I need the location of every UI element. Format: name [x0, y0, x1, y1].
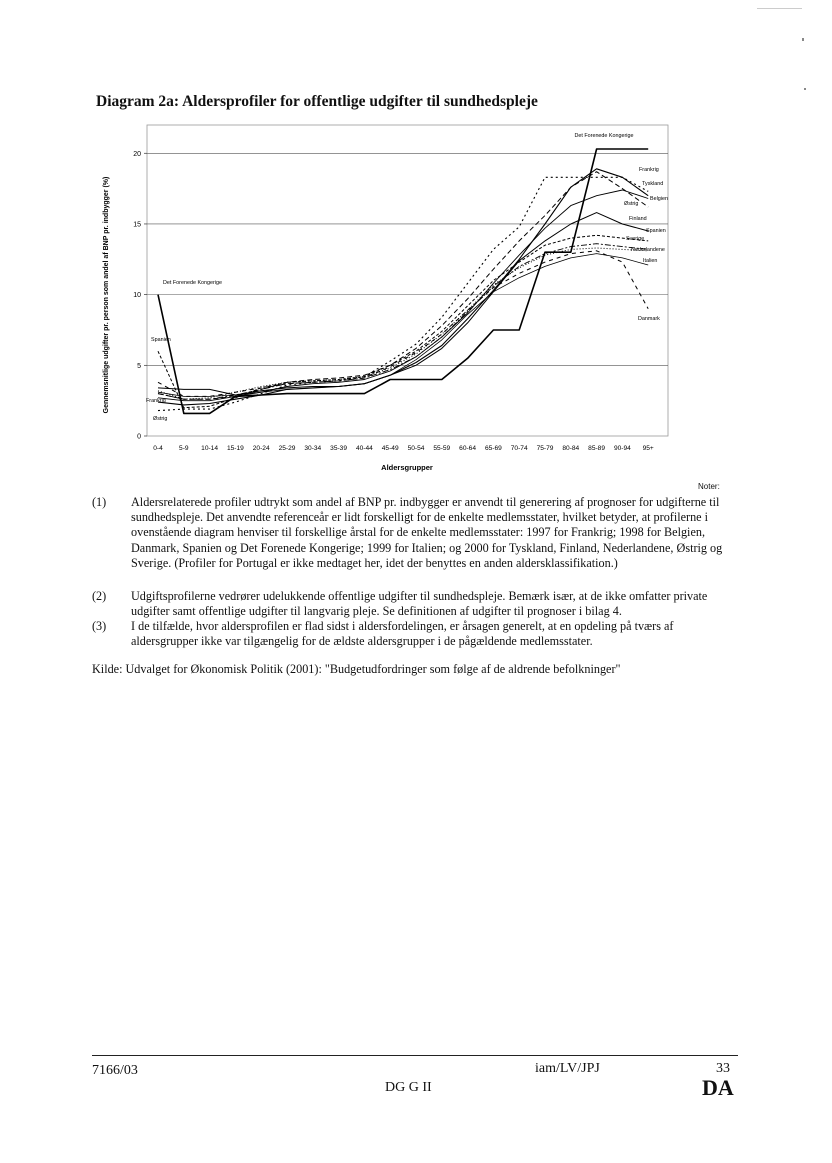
series-label: Det Forenede Kongerige	[163, 280, 223, 286]
page-number: 33	[716, 1061, 730, 1076]
series-label: Danmark	[638, 316, 660, 322]
series-layer	[158, 149, 648, 413]
series-label: Sverige	[626, 236, 645, 242]
x-axis-label: Aldersgrupper	[381, 463, 433, 472]
series-line-østrig	[158, 177, 648, 410]
note-number: (3)	[92, 619, 107, 633]
age-profile-chart	[0, 0, 832, 480]
chart-frame	[147, 125, 668, 436]
x-tick-label: 50-54	[407, 445, 425, 452]
y-tick-label: 0	[137, 433, 141, 441]
series-label: Italien	[643, 258, 658, 264]
x-tick-label: 35-39	[330, 445, 348, 452]
x-tick-label: 15-19	[226, 445, 244, 452]
x-tick-label: 25-29	[278, 445, 296, 452]
document-number: 7166/03	[92, 1063, 138, 1078]
x-tick-label: 10-14	[201, 445, 219, 452]
scan-mark	[757, 8, 802, 9]
grid-layer	[147, 153, 668, 365]
y-tick-labels	[133, 151, 147, 441]
y-axis-label: Gennemsnitlige udgifter pr. person som andel af BNP pr. indbygger (%)	[103, 176, 110, 414]
author-initials: iam/LV/JPJ	[535, 1061, 600, 1076]
y-tick-label: 15	[133, 221, 141, 229]
x-tick-label: 85-89	[588, 445, 606, 452]
notes-header: Noter:	[698, 482, 720, 491]
y-tick-label: 5	[137, 362, 141, 370]
x-tick-label: 5-9	[179, 445, 189, 452]
x-tick-label: 65-69	[484, 445, 502, 452]
series-line-nederlandene	[158, 248, 648, 399]
x-tick-label: 0-4	[153, 445, 163, 452]
note-text: Udgiftsprofilerne vedrører udelukkende offentlige udgifter til sundhedspleje. Bemærk især, at de ikke omfatter private udgifter samt offentlige udgifter til langvarig pleje. Se definitionen af udgifter til prognoser i bilag 4.	[131, 589, 708, 619]
source-line: Kilde: Udvalget for Økonomisk Politik (2001): "Budgetudfordringer som følge af de aldrende befolkninger"	[92, 662, 621, 676]
footer-divider	[92, 1055, 738, 1056]
series-line-danmark	[158, 251, 648, 397]
series-label: Frankrig	[639, 167, 659, 173]
x-tick-label: 90-94	[613, 445, 631, 452]
series-label: Østrig	[153, 416, 168, 422]
x-tick-label: 70-74	[510, 445, 528, 452]
series-line-italien	[158, 254, 648, 397]
language-code: DA	[702, 1075, 734, 1100]
x-tick-label: 20-24	[252, 445, 270, 452]
department: DG G II	[385, 1080, 432, 1095]
series-line-det-forenede-kongerige	[158, 149, 648, 413]
x-tick-label: 80-84	[562, 445, 580, 452]
series-label: Det Forenede Kongerige	[574, 133, 634, 139]
x-tick-label: 60-64	[459, 445, 477, 452]
x-tick-label: 75-79	[536, 445, 554, 452]
note-text: I de tilfælde, hvor aldersprofilen er flad sidst i aldersfordelingen, er årsagen generelt, at en opdeling på tværs af aldersgrupper ikke var tilgængelig for de ældste aldersgrupper i de pågældende medlemsstater.	[131, 619, 674, 649]
x-tick-labels	[153, 445, 654, 452]
x-tick-label: 55-59	[433, 445, 451, 452]
y-tick-label: 10	[133, 292, 141, 300]
series-label: Nederlandene	[631, 247, 665, 253]
scan-mark	[802, 38, 804, 41]
y-tick-label: 20	[133, 150, 141, 158]
note-text: Aldersrelaterede profiler udtrykt som andel af BNP pr. indbygger er anvendt til generering af prognoser for udgifterne til sundhedspleje. Det anvendte referenceår er lidt forskelligt for de enkelte medlemsstater, hvilket betyder, at profilerne i ovenstående diagram henviser til forskellige årstal for de enkelte medlemsstater: 1997 for Frankrig; 1998 for Belgien, Danmark, Spanien og Det Forenede Kongerige; 1999 for Italien; og 2000 for Tyskland, Finland, Nederlandene, Østrig og Sverige. (Profiler for Portugal er ikke medtaget her, idet der benyttes en anden aldersklassifikation.)	[131, 495, 723, 570]
series-label: Spanien	[151, 337, 171, 343]
series-label: Tyskland	[642, 181, 664, 187]
series-line-spanien	[158, 235, 648, 407]
note-number: (2)	[92, 589, 107, 603]
x-tick-label: 95+	[642, 445, 654, 452]
x-tick-label: 45-49	[381, 445, 399, 452]
scan-mark	[804, 88, 806, 90]
page-title: Diagram 2a: Aldersprofiler for offentlige udgifter til sundhedspleje	[96, 93, 538, 110]
series-label: Belgien	[650, 196, 668, 202]
x-tick-label: 40-44	[355, 445, 373, 452]
note-number: (1)	[92, 495, 107, 509]
series-label: Finland	[629, 216, 647, 222]
series-line-sverige	[158, 244, 648, 400]
x-tick-label: 30-34	[304, 445, 322, 452]
series-label: Østrig	[624, 201, 639, 207]
series-label: Frankrig	[146, 398, 166, 404]
series-label: Spanien	[646, 228, 666, 234]
